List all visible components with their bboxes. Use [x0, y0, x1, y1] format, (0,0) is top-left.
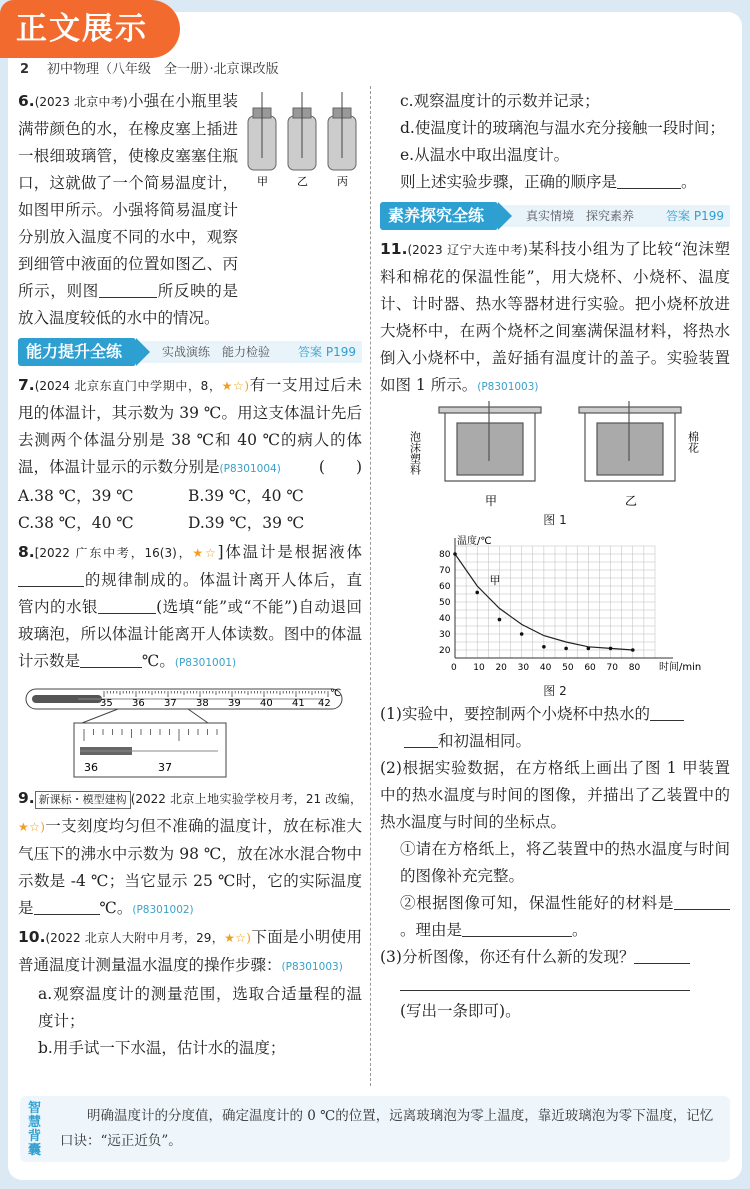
q10-order: 则上述实验步骤，正确的顺序是: [400, 173, 618, 191]
column-divider: [370, 86, 371, 1086]
foam-label: 泡沫塑料: [408, 431, 422, 475]
series-yi-point: [564, 647, 568, 651]
section-subtitle: 真实情境 探究素养: [526, 209, 635, 223]
left-column: [18, 88, 362, 1062]
q7-source: (2024 北京东直门中学期中，8，: [34, 379, 222, 393]
q9-code: (P8301002): [132, 904, 194, 916]
q6-text-end: 所反映的是放入温度较低的水中的情况。: [18, 282, 238, 327]
bottle-thermometer-figure: [242, 88, 362, 188]
figure-label-yi: 乙: [297, 175, 308, 188]
q9-number: 9.: [18, 789, 35, 807]
question-11: [380, 236, 730, 1025]
q11-code: (P8301003): [477, 381, 539, 393]
q10-step-e: e.从温水中取出温度计。: [400, 146, 570, 164]
question-6: [18, 88, 362, 332]
scale-label-41: 41: [292, 698, 305, 709]
question-7: [18, 372, 362, 537]
series-yi-point: [609, 647, 613, 651]
x-tick-label: 80: [628, 663, 641, 673]
series-yi-point: [542, 645, 546, 649]
q7-option-a[interactable]: A.38 ℃，39 ℃: [18, 487, 134, 505]
q7-number: 7.: [18, 376, 35, 394]
q11-part2b-mid: 。理由是: [400, 921, 463, 939]
difficulty-star-icon: ★☆): [224, 931, 251, 945]
series-yi-point: [498, 618, 502, 622]
scale-label-36: 36: [132, 698, 145, 709]
y-tick-label: 30: [439, 630, 451, 640]
answer-reference: 答案 P199: [666, 209, 724, 223]
scale-label-38: 38: [196, 698, 209, 709]
series-yi-point: [520, 632, 524, 636]
q10-step-c: c.观察温度计的示数并记录；: [400, 92, 600, 110]
q11-blank-3[interactable]: [462, 921, 572, 937]
y-tick-label: 40: [439, 614, 451, 624]
q10-number: 10.: [18, 928, 46, 946]
q8-blank-1[interactable]: [18, 571, 84, 587]
section-title: 素养探究全练: [380, 202, 498, 230]
q7-option-c[interactable]: C.38 ℃，40 ℃: [18, 514, 134, 532]
series-yi-point: [631, 648, 635, 652]
x-tick-label: 30: [517, 663, 530, 673]
series-yi-point: [453, 552, 457, 556]
scale-label-39: 39: [228, 698, 241, 709]
banner: 正文展示: [0, 0, 180, 58]
y-tick-label: 20: [439, 646, 451, 656]
q11-blank-4[interactable]: [634, 948, 690, 964]
q11-part3: (3)分析图像，你还有什么新的发现？: [380, 948, 635, 966]
apparatus-yi: 乙: [625, 494, 638, 508]
scale-label-40: 40: [260, 698, 273, 709]
q9-text: 一支刻度均匀但不准确的温度计，放在标准大气压下的沸水中示数为 98 ℃，放在冰水混合物中示数是 -4 ℃；当它显示 25 ℃时，它的实际温度是: [18, 817, 362, 917]
figure-2-caption: 图 2: [543, 684, 567, 698]
section-ability: [18, 338, 362, 366]
q11-part2a: ①请在方格纸上，将乙装置中的热水温度与时间的图像补充完整。: [400, 840, 730, 885]
question-10: [18, 924, 362, 1062]
q8-code: (P8301001): [174, 657, 237, 669]
x-tick-label: 10: [473, 663, 485, 673]
series-jia-label: 甲: [489, 574, 501, 587]
q11-part1b: 和初温相同。: [438, 732, 532, 750]
q7-code: (P8301004): [219, 463, 281, 475]
q9-tag: 新课标・模型建构: [35, 791, 131, 809]
difficulty-star-icon: ★☆): [221, 379, 250, 393]
q7-option-d[interactable]: D.39 ℃，39 ℃: [188, 514, 305, 532]
q11-part2: (2)根据实验数据，在方格纸上画出了图 1 甲装置中的热水温度与时间的图像，并描出了乙装置中的热水温度与时间的坐标点。: [380, 759, 730, 831]
q8-number: 8.: [18, 543, 35, 561]
q8-text-3: (选填“能”或“不能”)自动退回玻璃泡，所以体温计能离开人体读数。图中的体温计示数是: [18, 598, 362, 670]
apparatus-jia: 甲: [485, 494, 498, 508]
right-column: [380, 88, 730, 1025]
q8-text-4: ℃。: [142, 652, 175, 670]
scale-unit: ℃: [330, 688, 342, 699]
q8-blank-2[interactable]: [98, 598, 156, 614]
y-tick-label: 80: [439, 550, 451, 560]
q10-code: (P8301003): [281, 961, 343, 973]
q11-part1: (1)实验中，要控制两个小烧杯中热水的: [380, 705, 650, 723]
book-title: 初中物理（八年级 全一册）·北京课改版: [47, 62, 279, 77]
q6-answer-blank[interactable]: [99, 282, 157, 298]
tip-box: [20, 1096, 730, 1162]
clinical-thermometer-figure: [18, 681, 362, 781]
difficulty-star-icon: ★☆: [192, 546, 218, 560]
section-inquiry: [380, 202, 730, 230]
series-yi-point: [475, 591, 479, 595]
q10-text: 下面是小明使用普通温度计测量温水温度的操作步骤：: [18, 928, 362, 974]
y-tick-label: 70: [439, 566, 451, 576]
x-tick-label: 50: [562, 663, 574, 673]
x-tick-label: 60: [584, 663, 596, 673]
question-8: [18, 539, 362, 781]
q11-blank-1b[interactable]: [404, 732, 438, 748]
q11-part2b-end: 。: [572, 921, 588, 939]
figure-label-jia: 甲: [257, 175, 268, 188]
tip-text: 明确温度计的分度值，确定温度计的 0 ℃的位置，远离玻璃泡为零上温度，靠近玻璃泡为零下温度，记忆口诀：“远正近负”。: [60, 1108, 714, 1149]
q8-text-2: 的规律制成的。体温计离开人体后，直管内的水银: [18, 571, 362, 616]
q11-number: 11.: [380, 240, 408, 258]
q7-paren: ( ): [318, 458, 362, 476]
q8-source: [2022 广东中考，16(3)，: [34, 546, 193, 560]
beaker-apparatus-figure: [405, 401, 705, 511]
q11-blank-1[interactable]: [650, 705, 684, 721]
q11-part2b: ②根据图像可知，保温性能好的材料是: [400, 894, 674, 912]
x-tick-label: 0: [451, 663, 457, 673]
q7-text: 有一支用过后未甩的体温计，其示数为 39 ℃。用这支体温计先后去测两个体温分别是 38 ℃和 40 ℃的病人的体温，体温计显示的示数分别是: [18, 376, 362, 476]
x-tick-label: 70: [606, 663, 619, 673]
x-axis-label: 时间/min: [659, 662, 702, 673]
y-axis-label: 温度/℃: [457, 536, 492, 547]
section-title: 能力提升全练: [18, 338, 136, 366]
temperature-time-chart: [405, 532, 705, 682]
q10-step-d: d.使温度计的玻璃泡与温水充分接触一段时间；: [400, 119, 725, 137]
q8-blank-3[interactable]: [80, 652, 142, 668]
zoom-label-37: 37: [158, 761, 172, 774]
section-subtitle: 实战演练 能力检验: [162, 345, 271, 359]
q9-text-end: ℃。: [99, 899, 133, 917]
y-tick-label: 50: [439, 598, 451, 608]
q11-text: 某科技小组为了比较“泡沫塑料和棉花的保温性能”，用大烧杯、小烧杯、温度计、计时器、热水等器材进行实验。把小烧杯放进大烧杯中，在两个烧杯之间塞满保温材料，将热水倒入小烧杯中，盖好插有温度计的盖子。实验装置如图 1 所示。: [380, 240, 730, 394]
page-header: [20, 58, 279, 77]
q9-source: (2022 北京上地实验学校月考，21 改编，: [130, 792, 362, 806]
q10-order-end: 。: [681, 173, 697, 191]
question-9: [18, 785, 362, 924]
q10-source: (2022 北京人大附中月考，29，: [45, 931, 225, 945]
q11-blank-5[interactable]: [400, 975, 690, 991]
q7-option-b[interactable]: B.39 ℃，40 ℃: [188, 487, 304, 505]
q6-number: 6.: [18, 92, 35, 110]
q7-options: [18, 483, 362, 537]
cotton-label: 棉花: [686, 431, 700, 453]
scale-label-42: 42: [318, 698, 331, 709]
difficulty-star-icon: ★☆): [18, 820, 45, 834]
x-tick-label: 20: [495, 663, 507, 673]
q10-step-a: a.观察温度计的测量范围，选取合适量程的温度计；: [38, 985, 362, 1030]
tip-label: 智慧背囊: [28, 1101, 42, 1158]
q11-source: (2023 辽宁大连中考): [407, 243, 528, 257]
q11-part3-end: (写出一条即可)。: [400, 1002, 521, 1020]
q8-text-1: ]体温计是根据液体: [217, 543, 362, 561]
y-tick-label: 60: [439, 582, 451, 592]
figure-1-caption: 图 1: [543, 513, 567, 527]
scale-label-37: 37: [164, 698, 177, 709]
figure-label-bing: 丙: [337, 175, 348, 188]
q6-text: 小强在小瓶里装满带颜色的水，在橡皮塞上插进一根细玻璃管，使橡皮塞塞住瓶口，这就做了一个简易温度计，如图甲所示。小强将简易温度计分别放入温度不同的水中，观察到细管中液面的位置如图乙、丙所示，则图: [18, 92, 238, 300]
zoom-label-36: 36: [84, 761, 98, 774]
page-number: 2: [20, 62, 30, 77]
q10-answer-blank[interactable]: [617, 173, 681, 189]
scale-label-35: 35: [100, 698, 113, 709]
series-yi-point: [587, 647, 591, 651]
x-tick-label: 40: [539, 663, 552, 673]
q11-blank-2[interactable]: [674, 894, 730, 910]
q9-answer-blank[interactable]: [34, 899, 100, 915]
answer-reference: 答案 P199: [298, 345, 356, 359]
q6-source: (2023 北京中考): [34, 95, 128, 109]
q10-step-b: b.用手试一下水温，估计水的温度；: [38, 1039, 286, 1057]
